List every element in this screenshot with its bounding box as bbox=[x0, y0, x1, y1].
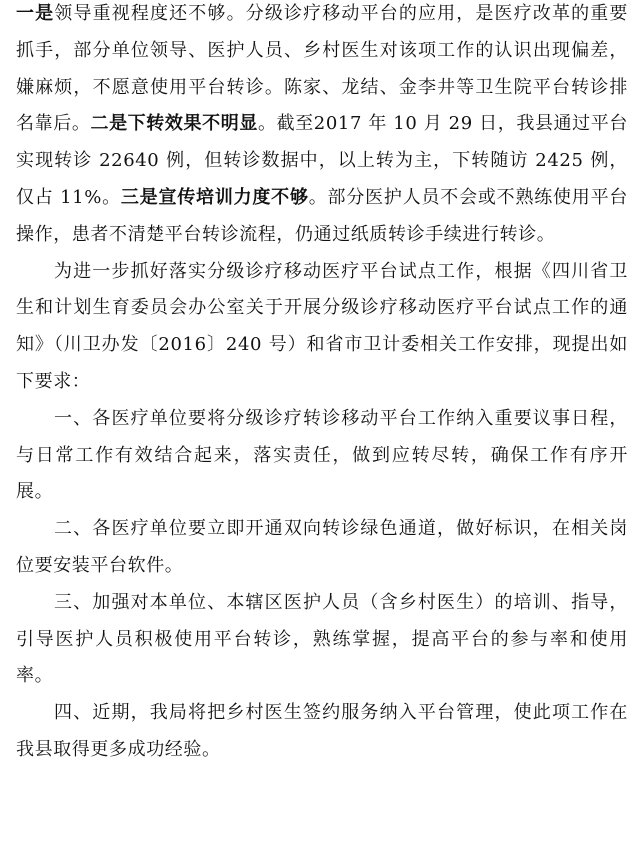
text-segment: 四、近期，我局将把乡村医生签约服务纳入平台管理，使此项工作在我县取得更多成功经验。 bbox=[16, 702, 628, 760]
text-segment: 。部分医护人员不会或不熟练使用平台操作，患者不清楚平台转诊流程，仍通过纸质转诊手续进行转诊。 bbox=[16, 186, 628, 245]
heading-point-three: 三是宣传培训力度不够 bbox=[120, 186, 309, 208]
heading-point-two: 二是下转效果不明显 bbox=[90, 113, 258, 135]
paragraph-problems bbox=[16, 0, 628, 254]
paragraph-requirement-four bbox=[16, 695, 628, 769]
text-segment: 。截至2017 年 10 月 29 日，我县通过平台实现转诊 22640 例，但转诊数据中，以上转为主，下转随访 2425 例，仅占 11%。 bbox=[16, 113, 628, 208]
text-segment: 一、各医疗单位要将分级诊疗转诊移动平台工作纳入重要议事日程，与日常工作有效结合起来，落实责任，做到应转尽转，确保工作有序开展。 bbox=[16, 407, 628, 503]
paragraph-requirement-two bbox=[16, 511, 628, 585]
text-segment: 三、加强对本单位、本辖区医护人员（含乡村医生）的培训、指导，引导医护人员积极使用平台转诊，熟练掌握，提高平台的参与率和使用率。 bbox=[16, 591, 628, 687]
paragraph-requirement-three bbox=[16, 585, 628, 695]
text-segment: 二、各医疗单位要立即开通双向转诊绿色通道，做好标识，在相关岗位要安装平台软件。 bbox=[16, 518, 628, 576]
paragraph-intro bbox=[16, 254, 628, 401]
text-segment: 为进一步抓好落实分级诊疗移动医疗平台试点工作，根据《四川省卫生和计划生育委员会办公室关于开展分级诊疗移动医疗平台试点工作的通知》（川卫办发〔2016〕240 号）和省市卫计委相关工作安排，现提出如下要求： bbox=[16, 260, 628, 392]
heading-point-one: 一是 bbox=[16, 3, 55, 24]
paragraph-requirement-one bbox=[16, 401, 628, 511]
text-segment: 领导重视程度还不够。分级诊疗移动平台的应用，是医疗改革的重要抓手，部分单位领导、医护人员、乡村医生对该项工作的认识出现偏差，嫌麻烦，不愿意使用平台转诊。陈家、龙结、金李井等卫生院平台转诊排名靠后。 bbox=[16, 3, 629, 135]
